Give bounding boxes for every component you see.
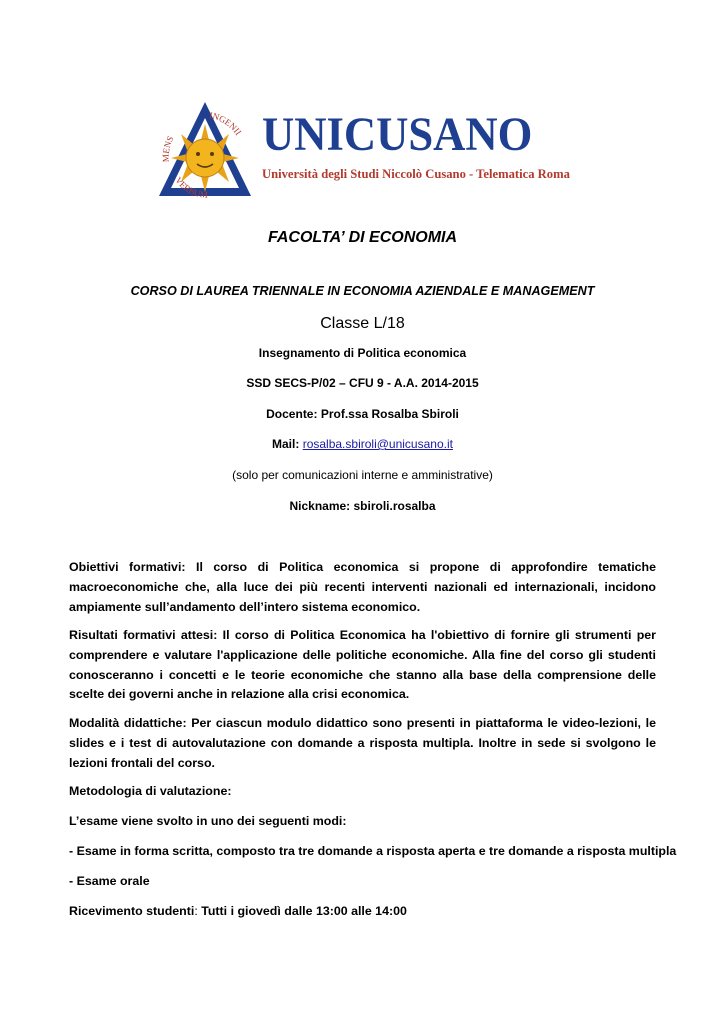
emblem-word-right: INGENII xyxy=(208,110,244,137)
course-title: CORSO DI LAUREA TRIENNALE IN ECONOMIA AZIENDALE E MANAGEMENT xyxy=(130,284,595,298)
esame-intro: L’esame viene svolto in uno dei seguenti modi: xyxy=(69,814,347,828)
ricevimento-label: Ricevimento studenti xyxy=(69,904,195,918)
mail-line xyxy=(40,437,685,451)
brand-name: UNICUSANO xyxy=(262,108,533,161)
risultati-paragraph: Risultati formativi attesi: Il corso di Politica Economica ha l'obiettivo di fornire gli strumenti per comprendere e valutare l'applicazione delle politiche economiche. Alla fine del corso gli studenti conosceranno i concetti e le teorie economiche che stanno alla base della comprensione delle scelte dei governi anche in relazione alla crisi economica. xyxy=(69,628,656,702)
ricevimento-colon: : xyxy=(194,904,198,918)
ricevimento-value: Tutti i giovedì dalle 13:00 alle 14:00 xyxy=(197,904,407,918)
insegnamento-line: Insegnamento di Politica economica xyxy=(258,346,467,360)
esame-scritto-item: - Esame in forma scritta, composto tra tre domande a risposta aperta e tre domande a risposta multipla xyxy=(69,844,677,858)
mail-note: (solo per comunicazioni interne e amministrative) xyxy=(232,468,493,482)
brand xyxy=(262,108,579,182)
class-code: Classe L/18 xyxy=(320,315,405,332)
ricevimento-line xyxy=(69,902,407,922)
brand-subtitle: Università degli Studi Niccolò Cusano - Telematica Roma xyxy=(262,166,570,181)
metodologia-heading: Metodologia di valutazione: xyxy=(69,784,232,798)
university-emblem-icon xyxy=(155,100,255,210)
emblem-word-bottom: VERBUM xyxy=(173,175,209,200)
header xyxy=(155,100,575,210)
ssd-line: SSD SECS-P/02 – CFU 9 - A.A. 2014-2015 xyxy=(246,376,479,390)
mail-link[interactable]: rosalba.sbiroli@unicusano.it xyxy=(302,437,453,451)
emblem-word-left: MENS xyxy=(160,134,176,163)
faculty-title: FACOLTA’ DI ECONOMIA xyxy=(267,229,458,246)
nickname-line: Nickname: sbiroli.rosalba xyxy=(289,499,436,513)
esame-orale-item: - Esame orale xyxy=(69,874,150,888)
modalita-paragraph: Modalità didattiche: Per ciascun modulo didattico sono presenti in piattaforma le video-lezioni, le slides e i test di autovalutazione con domande a risposta multipla. Inoltre in sede si svolgono le lezioni frontali del corso. xyxy=(69,716,656,770)
obiettivi-paragraph: Obiettivi formativi: Il corso di Politica economica si propone di approfondire tematiche macroeconomiche che, alla luce dei più recenti interventi nazionali ed internazionali, incidono ampiamente sull’andamento dell’intero sistema economico. xyxy=(69,560,656,614)
docente-line: Docente: Prof.ssa Rosalba Sbiroli xyxy=(266,407,459,421)
mail-label: Mail: xyxy=(272,437,300,451)
